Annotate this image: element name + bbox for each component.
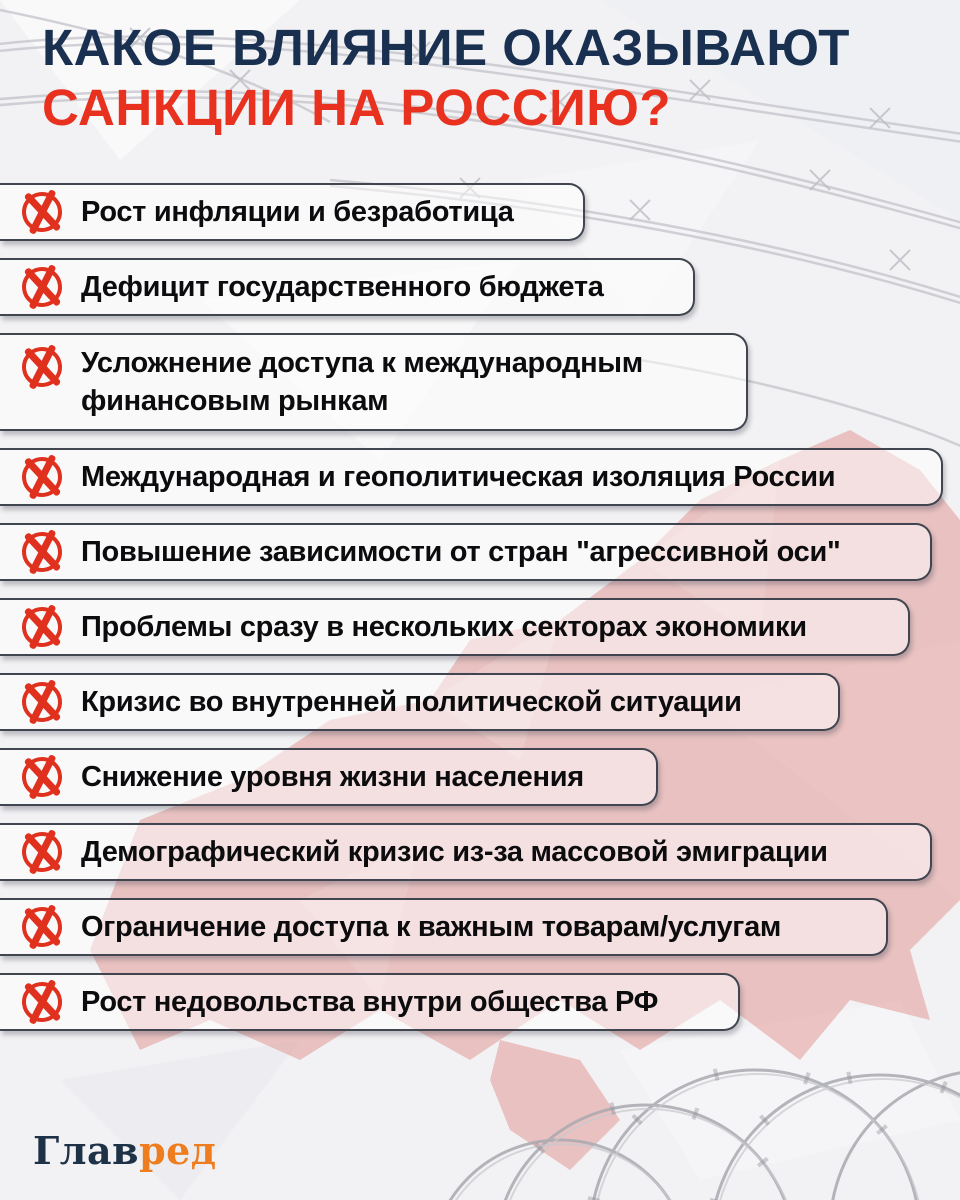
sanction-text: Рост инфляции и безработица — [81, 195, 514, 228]
sanction-text: Повышение зависимости от стран "агрессивной оси" — [81, 535, 841, 568]
logo-part-dark: Глав — [33, 1128, 140, 1173]
list-item — [0, 973, 740, 1031]
title-line-2: САНКЦИИ НА РОССИЮ? — [42, 79, 671, 136]
crossed-circle-icon — [19, 454, 64, 499]
crossed-circle-icon — [19, 904, 64, 949]
crossed-circle-icon — [19, 529, 64, 574]
crossed-circle-icon — [19, 979, 64, 1024]
crossed-circle-icon — [19, 264, 64, 309]
sanction-text: Дефицит государственного бюджета — [81, 270, 604, 303]
glavred-logo — [33, 1128, 217, 1173]
crossed-circle-icon — [19, 829, 64, 874]
crossed-circle-icon — [19, 754, 64, 799]
sanction-effects-list — [0, 183, 943, 1031]
list-item — [0, 823, 932, 881]
list-item — [0, 748, 658, 806]
list-item — [0, 673, 840, 731]
crossed-circle-icon — [19, 189, 64, 234]
crossed-circle-icon — [19, 679, 64, 724]
sanction-text: Международная и геополитическая изоляция России — [81, 460, 836, 493]
sanction-text: Ограничение доступа к важным товарам/услугам — [81, 910, 782, 943]
title-line-1: КАКОЕ ВЛИЯНИЕ ОКАЗЫВАЮТ — [42, 19, 850, 76]
crossed-circle-icon — [19, 344, 64, 389]
sanction-text: Проблемы сразу в нескольких секторах экономики — [81, 610, 807, 643]
sanction-text: Усложнение доступа к международным финансовым рынкам — [81, 347, 643, 418]
list-item — [0, 448, 943, 506]
logo-part-orange: ред — [139, 1128, 217, 1173]
list-item — [0, 598, 910, 656]
page-title — [42, 18, 850, 138]
sanction-text: Снижение уровня жизни населения — [81, 760, 584, 793]
list-item — [0, 898, 888, 956]
sanction-text: Демографический кризис из-за массовой эмиграции — [81, 835, 828, 868]
list-item — [0, 183, 585, 241]
sanction-text: Рост недовольства внутри общества РФ — [81, 985, 659, 1018]
crossed-circle-icon — [19, 604, 64, 649]
list-item — [0, 523, 932, 581]
list-item — [0, 258, 695, 316]
sanction-text: Кризис во внутренней политической ситуации — [81, 685, 742, 718]
list-item — [0, 333, 748, 431]
